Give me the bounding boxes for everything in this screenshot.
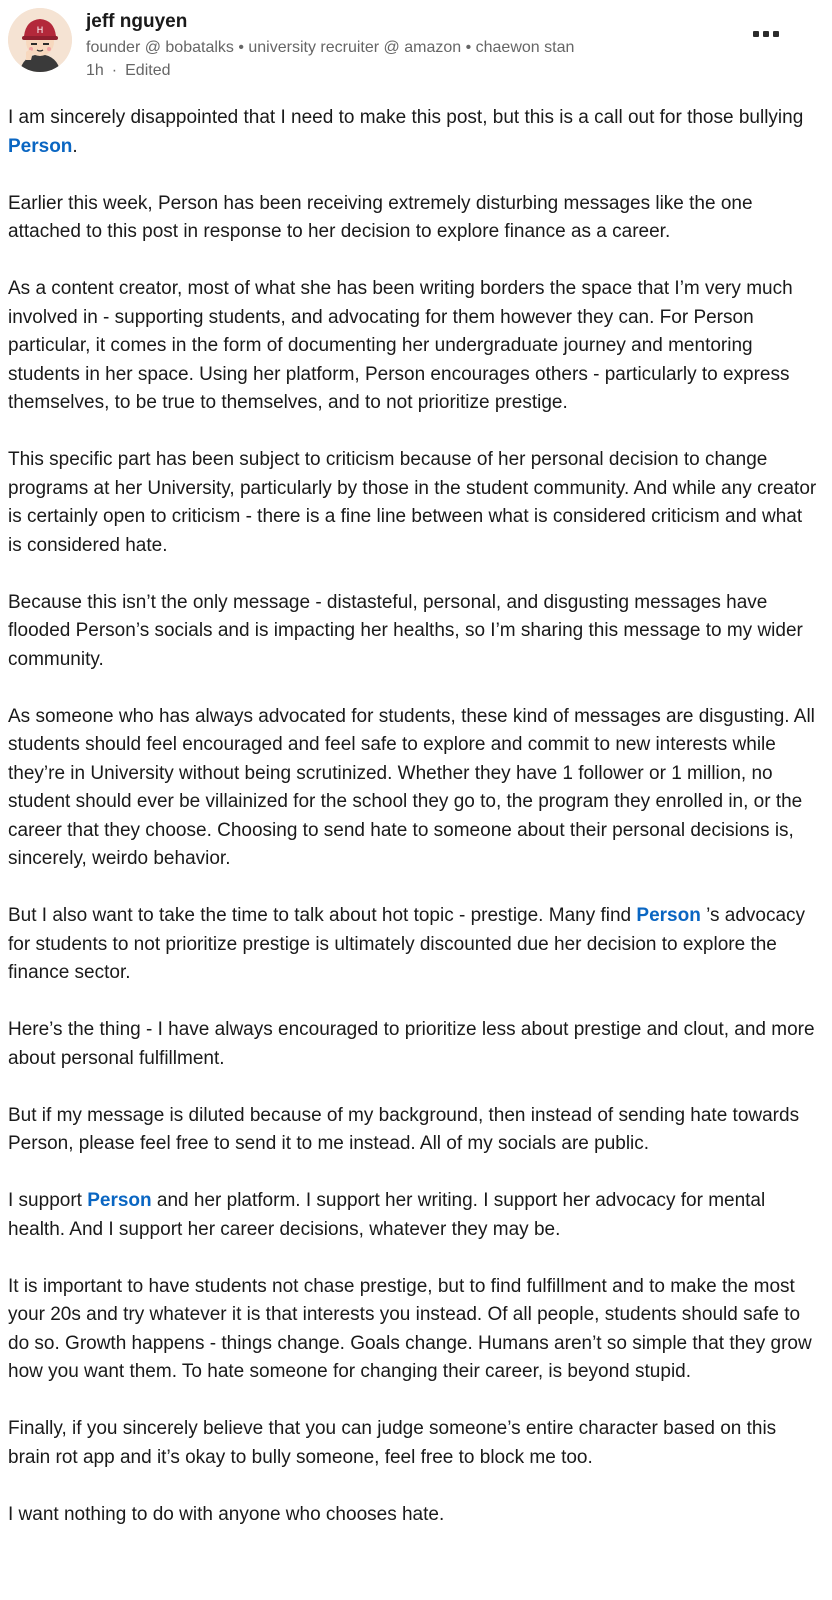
post-paragraph: It is important to have students not chase prestige, but to find fulfillment and to make the most your 20s and try whatever it is that interests you instead. Of all people, students should safe to do so. Growth happens - things change. Goals change. Humans aren’t so simple that they grow how you want them. To hate someone for changing their career, is beyond stupid. [8,1275,812,1382]
post-paragraph: As a content creator, most of what she has been writing borders the space that I’m very much involved in - supporting students, and advocating for them however they can. For Person particular, it comes in the form of documenting her undergraduate journey and mentoring students in her space. Using her platform, Person encourages others - particularly to express themselves, to be true to themselves, and to not prioritize prestige. [8,278,793,413]
post-time: 1h [86,62,104,79]
author-avatar[interactable] [8,8,72,72]
person-mention-link[interactable]: Person [8,135,73,157]
more-options-button[interactable] [744,22,788,46]
post-paragraph: But if my message is diluted because of my background, then instead of sending hate towards Person, please feel free to send it to me instead. All of my socials are public. [8,1104,800,1154]
author-headline: founder @ bobatalks • university recruiter @ amazon • chaewon stan [86,39,575,56]
post-paragraph [8,1187,818,1244]
edited-label: Edited [125,62,171,79]
paragraph-text: I support [8,1190,88,1211]
more-options-icon-dot [763,31,769,37]
post-meta [86,60,736,82]
paragraph-text: ’s advocacy for students to not prioritize prestige is ultimately discounted due her decision to explore the finance sector. [8,905,806,983]
post-paragraph [8,902,818,988]
post-body [8,104,818,1558]
post-paragraph: Earlier this week, Person has been receiving extremely disturbing messages like the one attached to this post in response to her decision to explore finance as a career. [8,192,753,242]
post-paragraph: Because this isn’t the only message - distasteful, personal, and disgusting messages have flooded Person’s socials and is impacting her healths, so I’m sharing this message to my wider community. [8,591,803,670]
author-name[interactable]: jeff nguyen [86,11,188,32]
person-mention-link[interactable]: Person [636,905,701,926]
author-info [86,10,736,82]
more-options-icon [753,31,759,37]
post-paragraph: I want nothing to do with anyone who chooses hate. [8,1503,445,1525]
post-paragraph: This specific part has been subject to criticism because of her personal decision to change programs at her University, particularly by those in the student community. And while any creator is certainly open to criticism - there is a fine line between what is considered criticism and what is considered hate. [8,449,817,556]
paragraph-text: I am sincerely disappointed that I need to make this post, but this is a call out for those bullying [8,107,804,128]
svg-text:H: H [36,26,44,36]
post-paragraph: Here’s the thing - I have always encouraged to prioritize less about prestige and clout, and more about personal fulfillment. [8,1019,815,1069]
post-header [8,8,824,88]
post-paragraph: As someone who has always advocated for students, these kind of messages are disgusting. All students should feel encouraged and feel safe to explore and commit to new interests while they’re in University without being scrutinized. Whether they have 1 follower or 1 million, no student should ever be villainized for the school they go to, the program they enrolled in, or the career that they choose. Choosing to send hate to someone about their personal decisions is, sincerely, weirdo behavior. [8,705,815,869]
cartoon-avatar-red-cap-icon [8,8,72,72]
person-mention-link[interactable]: Person [87,1190,152,1211]
paragraph-text: . [72,135,78,157]
paragraph-text: But I also want to take the time to talk about hot topic - prestige. Many find [8,905,637,926]
more-options-icon-dot [773,31,779,37]
meta-separator: · [111,62,118,79]
post-paragraph: Finally, if you sincerely believe that you can judge someone’s entire character based on this brain rot app and it’s okay to bully someone, feel free to block me too. [8,1418,777,1468]
post-paragraph [8,104,818,161]
paragraph-text: and her platform. I support her writing. I support her advocacy for mental health. And I support her career decisions, whatever they may be. [8,1190,766,1240]
